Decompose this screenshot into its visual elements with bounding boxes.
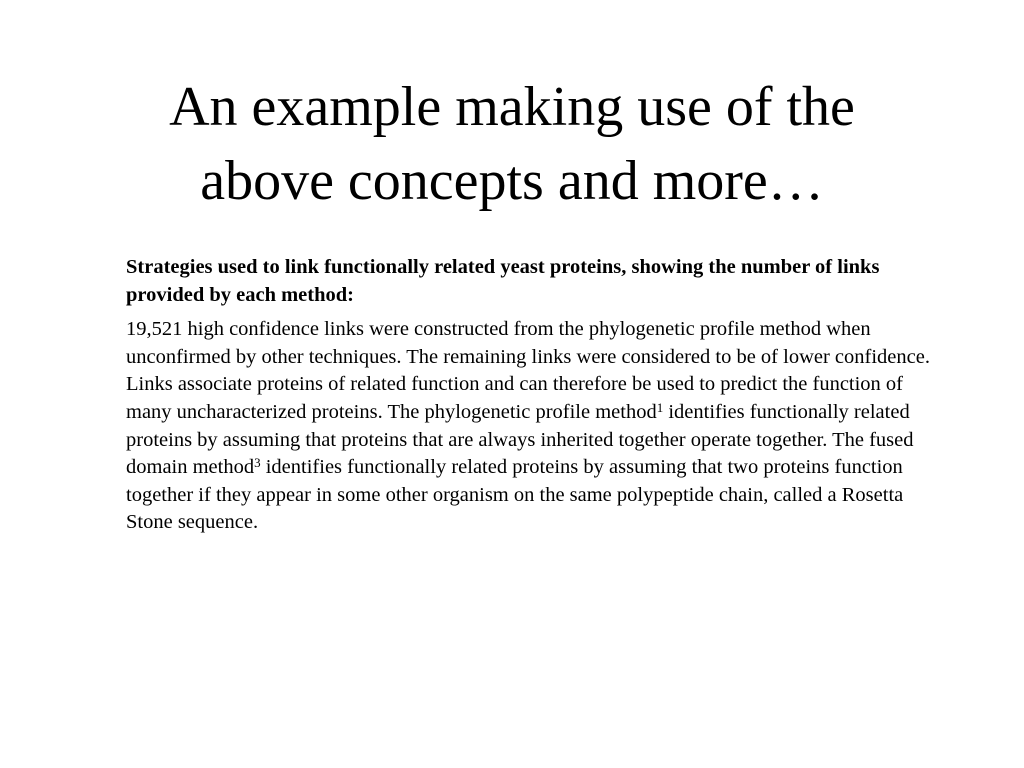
lead-paragraph: Strategies used to link functionally related yeast proteins, showing the number of links provided by each method: bbox=[126, 256, 880, 306]
body-text-part-2: identifies functionally related proteins by assuming that proteins that are always inherited together operate together. The fused domain method bbox=[126, 400, 914, 479]
body-text-part-1: 19,521 high confidence links were constructed from the phylogenetic profile method when unconfirmed by other techniques. The remaining links were considered to be of lower confidence. Links associate proteins of related function and can therefore be used to predict the function of many uncharacterized proteins. The phylogenetic profile method bbox=[126, 318, 930, 423]
body-text-part-3: identifies functionally related proteins by assuming that two proteins function together if they appear in some other organism on the same polypeptide chain, called a Rosetta Stone sequence. bbox=[126, 456, 904, 534]
slide-title-line-2: above concepts and more… bbox=[200, 150, 824, 212]
footnote-ref-1: 1 bbox=[656, 399, 664, 415]
slide-title bbox=[0, 70, 1024, 218]
body-paragraph bbox=[126, 316, 938, 537]
footnote-ref-3: 3 bbox=[254, 455, 261, 471]
slide-title-line-1: An example making use of the bbox=[169, 76, 855, 138]
slide-body bbox=[126, 254, 938, 537]
